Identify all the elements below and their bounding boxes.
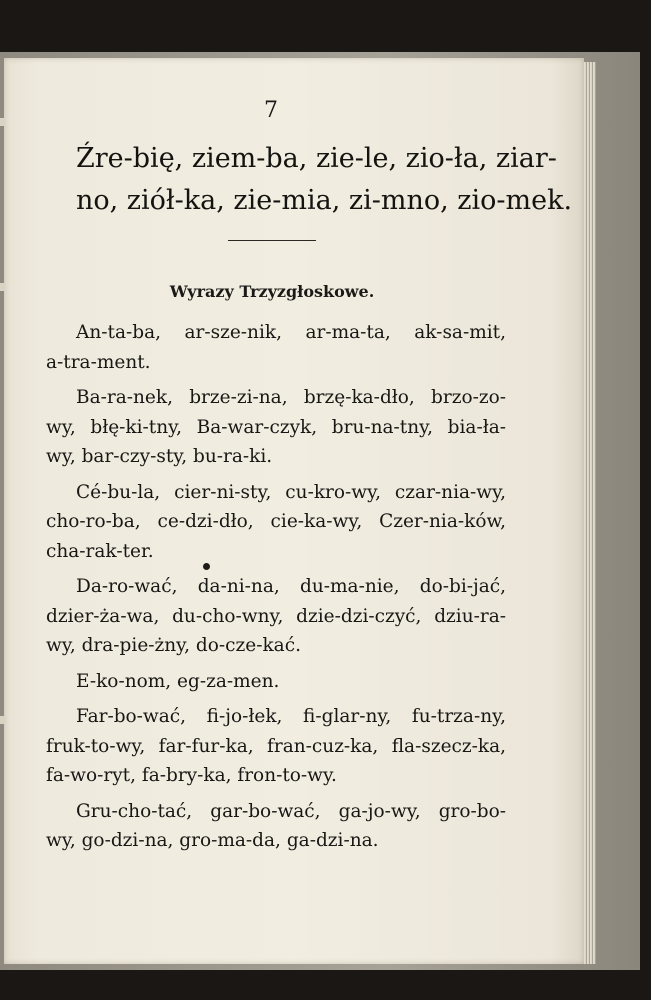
page-tab-mark [0,716,5,724]
paragraph-line: An-ta-ba, ar-sze-nik, ar-ma-ta, ak-sa-mit, [76,322,506,343]
paragraph-line: wy, go-dzi-na, gro-ma-da, ga-dzi-na. [46,830,379,851]
page-number: 7 [264,98,278,123]
paragraph-line: Gru-cho-tać, gar-bo-wać, ga-jo-wy, gro-bo- [76,800,506,822]
paragraph-line: E-ko-nom, eg-za-men. [76,670,280,692]
paragraph-d [46,572,506,661]
paragraph-f [46,702,506,791]
page-tab-mark [0,283,5,291]
paragraph-line: fruk-to-wy, far-fur-ka, fran-cuz-ka, fla-szecz-ka, [46,735,506,757]
paragraph-line: cho-ro-ba, ce-dzi-dło, cie-ka-wy, Czer-nia-ków, [46,511,506,532]
paragraph-line: wy, dra-pie-żny, do-cze-kać. [46,635,301,656]
word-list-body [46,318,506,862]
paragraph-line: wy, bar-czy-sty, bu-ra-ki. [46,446,273,467]
paragraph-line: a-tra-ment. [46,351,151,373]
page-edges [582,62,596,964]
opening-line-2: no, ziół-ka, zie-mia, zi-mno, zio-mek. [76,185,573,216]
paragraph-line: Da-ro-wać, da-ni-na, du-ma-nie, do-bi-jać, [76,576,506,597]
ink-dot [203,563,210,570]
paragraph-line: fa-wo-ryt, fa-bry-ka, fron-to-wy. [46,765,337,786]
paragraph-a [46,318,506,377]
opening-line-1: Źre-bię, ziem-ba, zie-le, zio-ła, ziar- [76,143,557,174]
paragraph-line: Far-bo-wać, fi-jo-łek, fi-glar-ny, fu-trza-ny, [76,706,506,727]
book-page [4,58,584,964]
paragraph-e [46,667,506,697]
opening-text-block [76,138,573,222]
paragraph-c [46,478,506,567]
paragraph-g [46,797,506,856]
paragraph-line: wy, błę-ki-tny, Ba-war-czyk, bru-na-tny, bia-ła- [46,416,506,438]
section-title: Wyrazy Trzyzgłoskowe. [169,282,375,301]
section-divider [228,240,316,241]
page-tab-mark [0,118,5,126]
paragraph-line: Cé-bu-la, cier-ni-sty, cu-kro-wy, czar-nia-wy, [76,481,506,503]
paragraph-b [46,383,506,472]
paragraph-line: cha-rak-ter. [46,540,154,562]
paragraph-line: Ba-ra-nek, brze-zi-na, brzę-ka-dło, brzo-zo- [76,387,506,408]
paragraph-line: dzier-ża-wa, du-cho-wny, dzie-dzi-czyć, dziu-ra- [46,605,506,627]
